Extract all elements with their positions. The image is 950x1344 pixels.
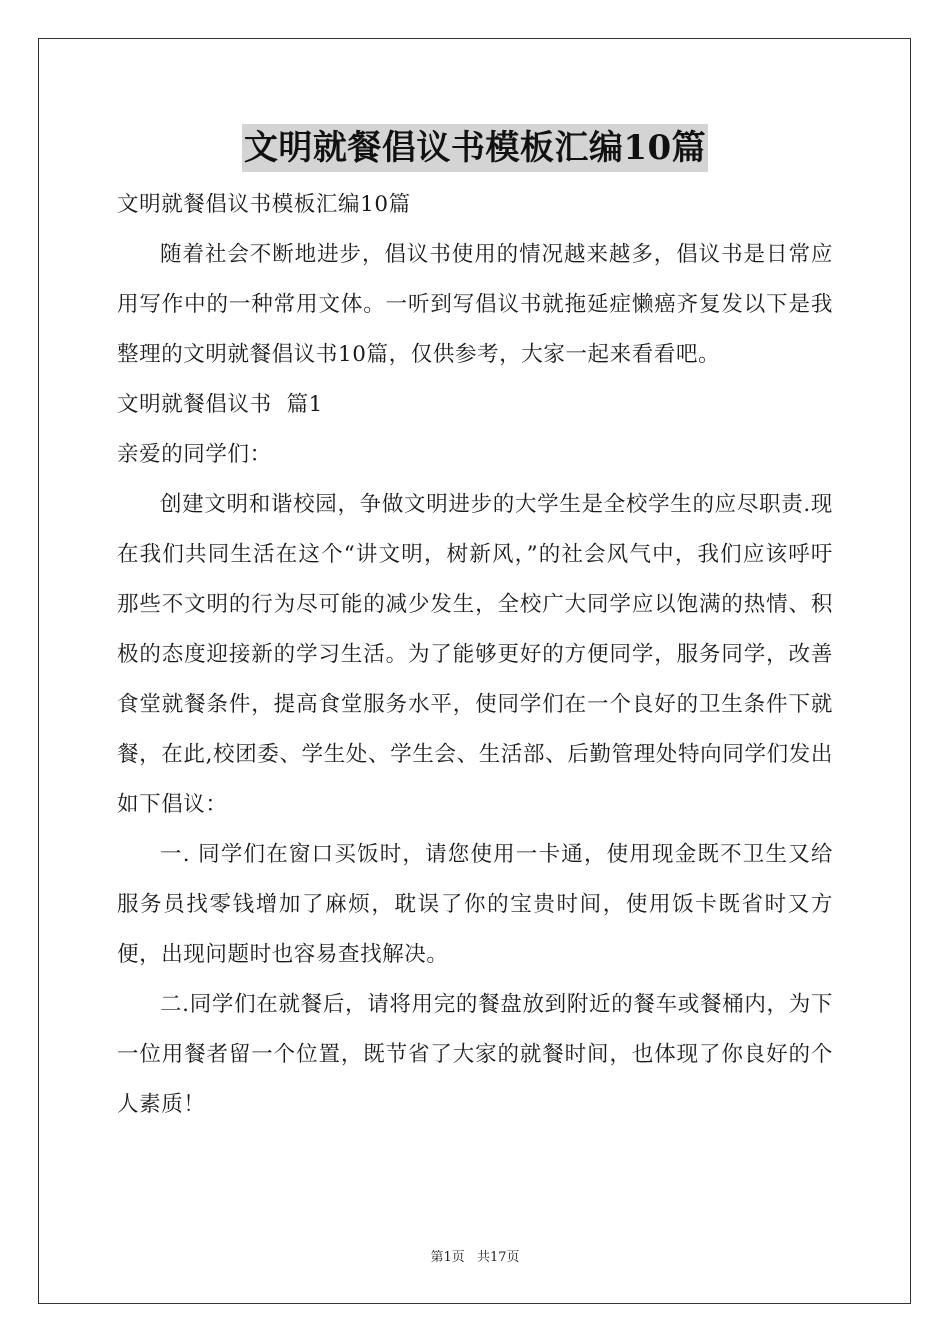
document-body [117, 180, 833, 1130]
document-subtitle: 文明就餐倡议书模板汇编10篇 [117, 192, 411, 217]
page-footer [0, 1246, 950, 1265]
page-total: 共17页 [476, 1250, 520, 1265]
body-paragraph: 二.同学们在就餐后，请将用完的餐盘放到附近的餐车或餐桶内，为下一位用餐者留一个位置，既节省了大家的就餐时间，也体现了你良好的个人素质！ [117, 992, 833, 1117]
salutation: 亲爱的同学们： [117, 442, 272, 467]
title-container [0, 124, 950, 172]
body-paragraph: 创建文明和谐校园，争做文明进步的大学生是全校学生的应尽职责.现在我们共同生活在这个“讲文明，树新风，”的社会风气中，我们应该呼吁那些不文明的行为尽可能的减少发生，全校广大同学应以饱满的热情、积极的态度迎接新的学习生活。为了能够更好的方便同学，服务同学，改善食堂就餐条件，提高食堂服务水平，使同学们在一个良好的卫生条件下就餐，在此,校团委、学生处、学生会、生活部、后勤管理处特向同学们发出如下倡议： [117, 492, 833, 817]
section-heading: 文明就餐倡议书 篇1 [117, 392, 323, 417]
document-title: 文明就餐倡议书模板汇编10篇 [242, 124, 708, 172]
intro-paragraph: 随着社会不断地进步，倡议书使用的情况越来越多，倡议书是日常应用写作中的一种常用文体。一听到写倡议书就拖延症懒癌齐复发以下是我整理的文明就餐倡议书10篇，仅供参考，大家一起来看看吧。 [117, 242, 833, 367]
page-number: 第1页 [430, 1250, 465, 1265]
body-paragraph: 一. 同学们在窗口买饭时，请您使用一卡通，使用现金既不卫生又给服务员找零钱增加了麻烦，耽误了你的宝贵时间，使用饭卡既省时又方便，出现问题时也容易查找解决。 [117, 842, 833, 967]
